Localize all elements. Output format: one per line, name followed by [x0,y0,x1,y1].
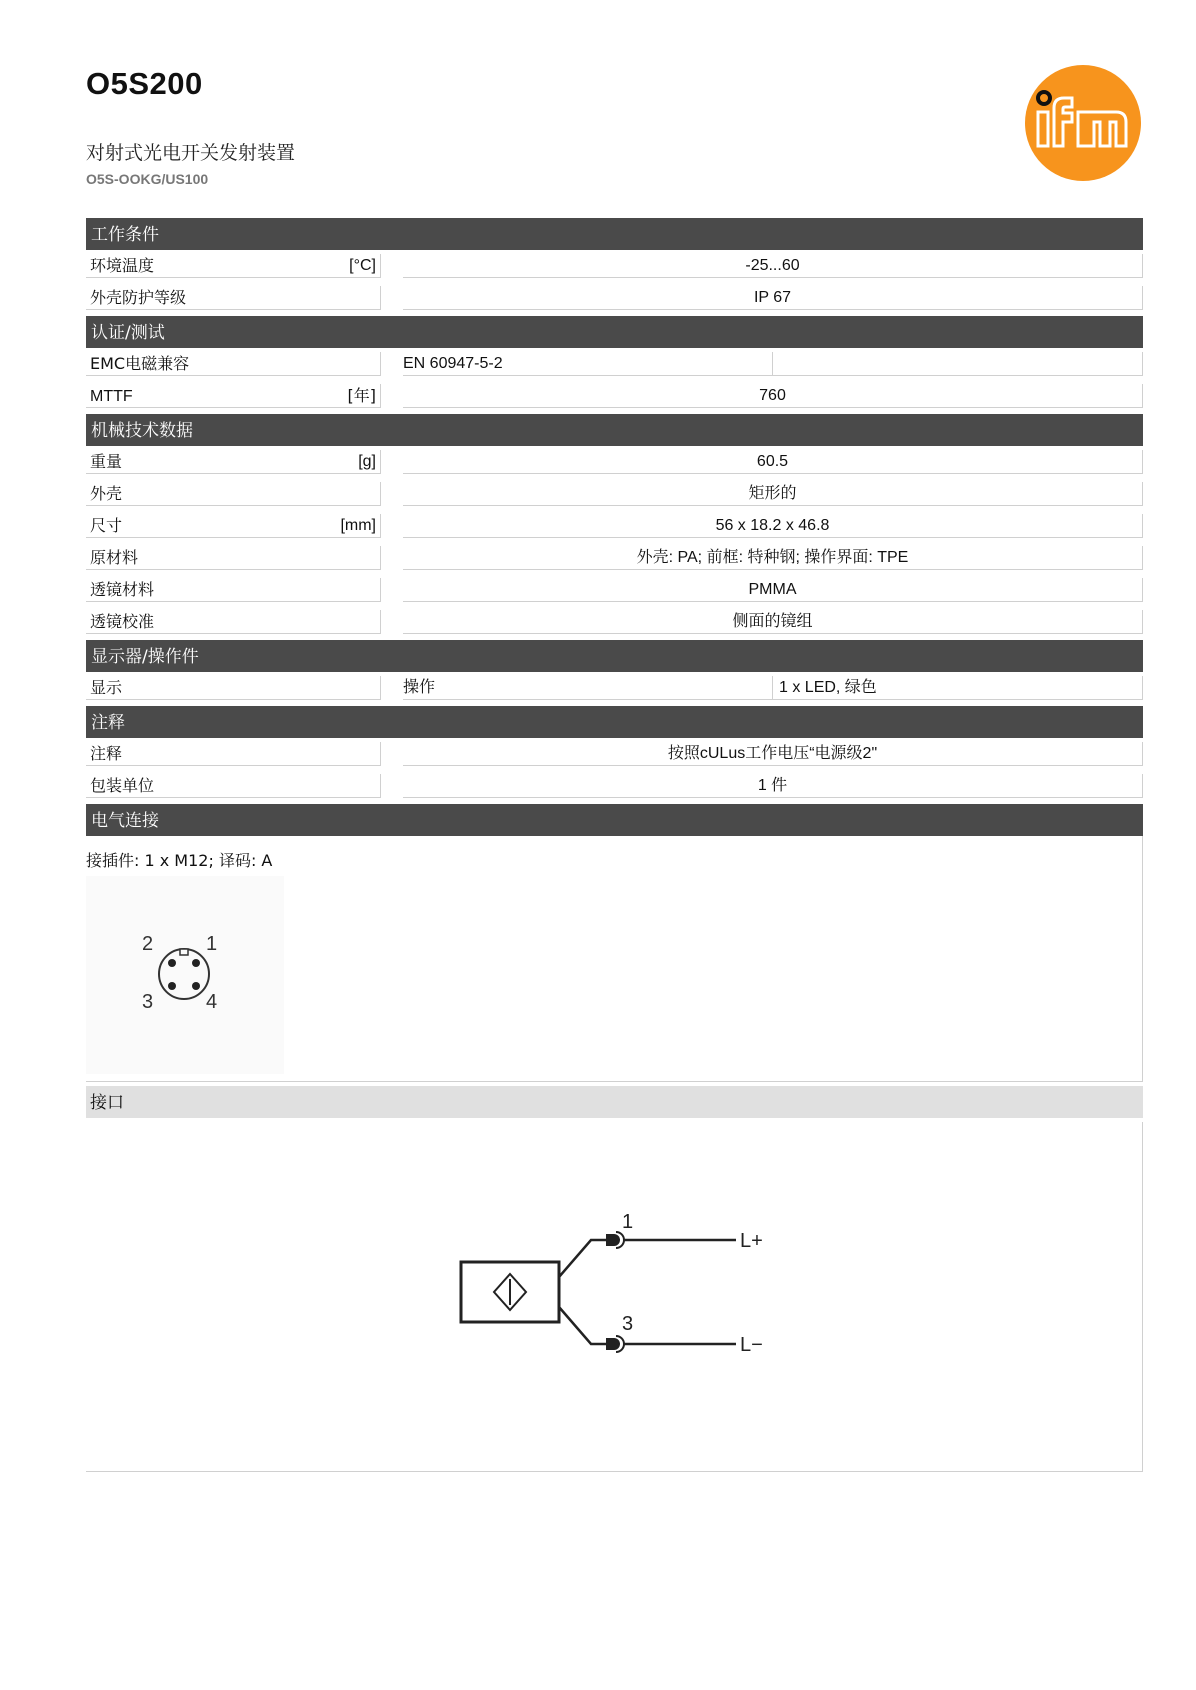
section-display: 显示器/操作件 [86,640,1143,672]
row-unit: [mm] [340,517,376,534]
row-label: EMC电磁兼容 [90,354,190,373]
wiring-diagram-panel [86,1122,1143,1472]
row-value: EN 60947-5-2 [403,352,773,376]
row-unit: [年] [347,386,376,405]
table-row [86,576,1143,606]
row-label: 透镜校准 [90,612,155,631]
pin-label: 3 [142,991,154,1013]
row-value: PMMA [403,578,1143,602]
row-value: 56 x 18.2 x 46.8 [403,514,1143,538]
row-label: 原材料 [90,548,139,567]
section-approvals: 认证/测试 [86,316,1143,348]
ifm-logo [1024,64,1142,182]
datasheet [86,218,1143,1472]
row-label: 注释 [90,744,123,763]
row-value: 1 x LED, 绿色 [773,676,1143,700]
wiring-diagram [86,1122,1142,1472]
section-electrical: 电气连接 [86,804,1143,836]
section-operating-conditions: 工作条件 [86,218,1143,250]
row-unit: [g] [358,453,376,470]
pin-label: 2 [142,933,154,955]
row-value: IP 67 [403,286,1143,310]
page-title: O5S200 [86,66,203,101]
table-row [86,608,1143,638]
section-mechanical: 机械技术数据 [86,414,1143,446]
row-value: 60.5 [403,450,1143,474]
row-value: 矩形的 [403,482,1143,506]
table-row [86,480,1143,510]
row-label: MTTF [90,388,133,405]
pin-label: 1 [206,933,218,955]
row-label: 外壳防护等级 [90,288,187,307]
table-row [86,544,1143,574]
table-row [86,772,1143,802]
row-label: 外壳 [90,484,123,503]
table-row [86,740,1143,770]
pin-label: 4 [206,991,218,1013]
line-label-positive: L+ [740,1230,763,1252]
row-value: 760 [403,384,1143,408]
row-value: -25...60 [403,254,1143,278]
pin-number-top: 1 [622,1211,634,1233]
row-value: 外壳: PA; 前框: 特种钢; 操作界面: TPE [403,546,1143,570]
row-label: 透镜材料 [90,580,155,599]
row-label: 重量 [90,452,123,471]
row-value: 侧面的镜组 [403,610,1143,634]
m12-connector-diagram [86,876,284,1074]
table-row [86,350,1143,380]
row-label: 尺寸 [90,516,123,535]
product-code: O5S-OOKG/US100 [86,171,209,187]
table-row [86,252,1143,282]
row-value: 按照cULus工作电压“电源级2" [403,742,1143,766]
connector-panel [86,836,1143,1082]
row-label: 环境温度 [90,256,155,275]
product-subtitle: 对射式光电开关发射装置 [86,142,296,164]
row-label: 包装单位 [90,776,155,795]
line-label-negative: L− [740,1334,763,1356]
pin-number-bottom: 3 [622,1313,634,1335]
table-row [86,284,1143,314]
connector-text: 接插件: 1 x M12; 译码: A [86,851,273,870]
row-value-secondary [773,352,1143,376]
section-interface: 接口 [86,1086,1143,1118]
table-row [86,448,1143,478]
table-row [86,512,1143,542]
row-label: 显示 [90,678,123,697]
row-unit: [°C] [349,257,376,274]
section-notes: 注释 [86,706,1143,738]
row-value: 1 件 [403,774,1143,798]
table-row [86,674,1143,704]
row-sublabel: 操作 [403,676,773,700]
table-row [86,382,1143,412]
